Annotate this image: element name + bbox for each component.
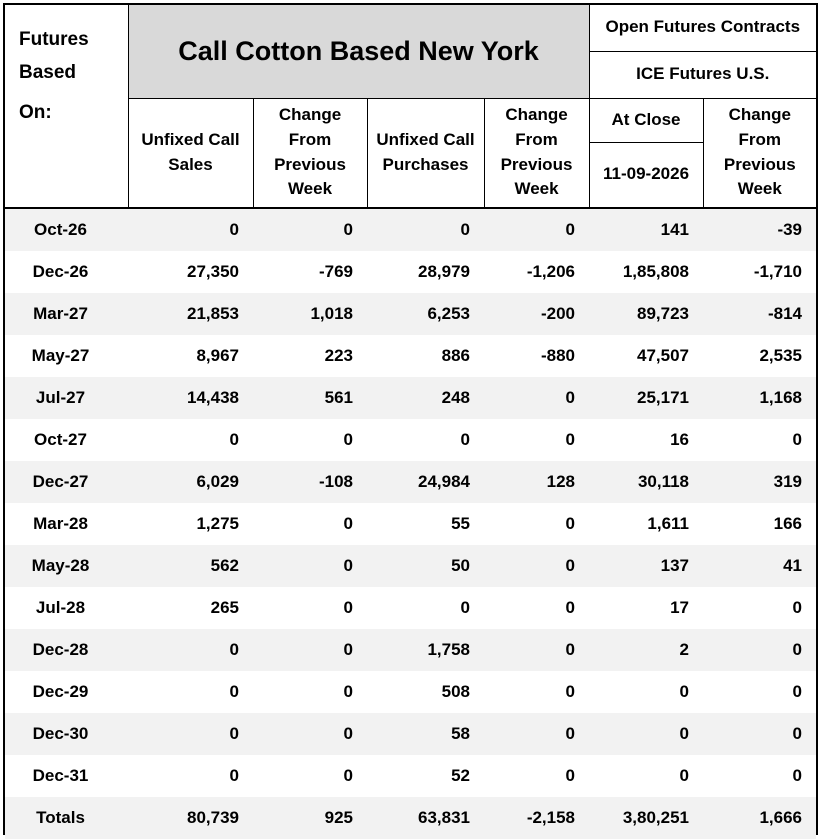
row-value-cell: 0 bbox=[565, 513, 576, 533]
report-table-frame bbox=[3, 3, 818, 835]
row-value-cell: 0 bbox=[343, 513, 353, 533]
table-row bbox=[5, 251, 816, 293]
row-value-cell: 6,253 bbox=[367, 293, 484, 335]
table-row bbox=[5, 671, 816, 713]
row-value-cell: 25,171 bbox=[589, 377, 703, 419]
row-value-cell: 80,739 bbox=[128, 797, 253, 839]
row-value-cell: -1,710 bbox=[753, 261, 803, 281]
row-value-cell: 0 bbox=[343, 765, 353, 785]
row-value-cell: 2,535 bbox=[759, 345, 803, 365]
row-value-cell: -1,206 bbox=[526, 261, 576, 281]
open-futures-header: Open Futures Contracts bbox=[589, 5, 816, 51]
table-row bbox=[5, 713, 816, 755]
exchange-header: ICE Futures U.S. bbox=[589, 51, 816, 98]
row-value-cell: 0 bbox=[484, 377, 589, 419]
table-row bbox=[5, 755, 816, 797]
row-value-cell: 30,118 bbox=[589, 461, 703, 503]
row-value-cell: -39 bbox=[703, 208, 816, 251]
row-value-cell: 6,029 bbox=[128, 461, 253, 503]
change-from-previous-week-purchases-header: Change From Previous Week bbox=[484, 98, 589, 208]
table-row bbox=[5, 545, 816, 587]
row-value-cell: 248 bbox=[367, 377, 484, 419]
row-value-cell: -108 bbox=[253, 461, 367, 503]
row-value-cell: 886 bbox=[441, 345, 470, 365]
row-value-cell: 0 bbox=[589, 713, 703, 755]
row-value-cell: 0 bbox=[253, 713, 367, 755]
row-value-cell: 24,984 bbox=[367, 461, 484, 503]
row-value-cell: 1,018 bbox=[253, 293, 367, 335]
row-value-cell: 0 bbox=[565, 681, 576, 701]
row-value-cell: 17 bbox=[670, 597, 690, 617]
row-value-cell: 166 bbox=[773, 513, 803, 533]
row-value-cell: 0 bbox=[484, 629, 589, 671]
row-value-cell: 0 bbox=[128, 208, 253, 251]
table-row bbox=[5, 208, 816, 251]
row-month-cell: Dec-26 bbox=[32, 261, 89, 281]
row-value-cell: 0 bbox=[792, 429, 803, 449]
row-value-cell: 0 bbox=[229, 765, 239, 785]
row-value-cell: 0 bbox=[484, 208, 589, 251]
row-value-cell: -2,158 bbox=[484, 797, 589, 839]
row-value-cell: 14,438 bbox=[128, 377, 253, 419]
table-row bbox=[5, 503, 816, 545]
row-month-cell: Dec-29 bbox=[32, 681, 89, 701]
table-row bbox=[5, 461, 816, 503]
row-value-cell: 0 bbox=[343, 597, 353, 617]
row-month-cell: Oct-26 bbox=[5, 208, 128, 251]
row-value-cell: 16 bbox=[670, 429, 690, 449]
row-value-cell: 0 bbox=[128, 713, 253, 755]
row-value-cell: 0 bbox=[792, 681, 803, 701]
row-month-cell: Totals bbox=[5, 797, 128, 839]
row-value-cell: 0 bbox=[460, 597, 470, 617]
row-value-cell: 3,80,251 bbox=[589, 797, 703, 839]
table-row bbox=[5, 419, 816, 461]
row-value-cell: 0 bbox=[484, 713, 589, 755]
row-value-cell: 137 bbox=[589, 545, 703, 587]
row-value-cell: 561 bbox=[253, 377, 367, 419]
row-value-cell: 50 bbox=[367, 545, 484, 587]
unfixed-call-sales-header: Unfixed Call Sales bbox=[128, 98, 253, 208]
row-value-cell: 1,168 bbox=[703, 377, 816, 419]
table-row bbox=[5, 587, 816, 629]
call-cotton-table bbox=[5, 5, 816, 839]
row-value-cell: 1,85,808 bbox=[622, 261, 690, 281]
table-row bbox=[5, 377, 816, 419]
row-month-cell: Dec-31 bbox=[32, 765, 89, 785]
table-row bbox=[5, 629, 816, 671]
row-value-cell: 0 bbox=[253, 545, 367, 587]
row-value-cell: -814 bbox=[703, 293, 816, 335]
row-value-cell: 1,666 bbox=[703, 797, 816, 839]
row-value-cell: 0 bbox=[679, 681, 690, 701]
row-value-cell: 27,350 bbox=[187, 261, 239, 281]
table-body bbox=[5, 208, 816, 839]
row-value-cell: 1,275 bbox=[196, 513, 239, 533]
row-value-cell: 141 bbox=[589, 208, 703, 251]
row-value-cell: 1,758 bbox=[367, 629, 484, 671]
row-value-cell: 0 bbox=[703, 713, 816, 755]
row-month-cell: May-28 bbox=[5, 545, 128, 587]
row-value-cell: 0 bbox=[792, 597, 803, 617]
row-value-cell: 0 bbox=[343, 429, 353, 449]
row-value-cell: 319 bbox=[703, 461, 816, 503]
row-value-cell: 47,507 bbox=[637, 345, 690, 365]
page-title: Call Cotton Based New York bbox=[128, 5, 589, 98]
row-value-cell: 0 bbox=[565, 429, 576, 449]
row-value-cell: 128 bbox=[484, 461, 589, 503]
row-value-cell: 0 bbox=[367, 208, 484, 251]
row-value-cell: 8,967 bbox=[196, 345, 239, 365]
table-row bbox=[5, 335, 816, 377]
row-value-cell: -769 bbox=[318, 261, 353, 281]
row-month-cell: Mar-27 bbox=[5, 293, 128, 335]
row-value-cell: 0 bbox=[565, 765, 576, 785]
row-value-cell: 562 bbox=[128, 545, 253, 587]
change-from-previous-week-oi-header: Change From Previous Week bbox=[703, 98, 816, 208]
row-month-cell: Dec-27 bbox=[5, 461, 128, 503]
row-value-cell: 223 bbox=[324, 345, 353, 365]
row-value-cell: 0 bbox=[792, 765, 803, 785]
table-row bbox=[5, 293, 816, 335]
row-value-cell: 0 bbox=[460, 429, 470, 449]
futures-based-on-header: Futures Based On: bbox=[5, 5, 128, 208]
row-value-cell: 265 bbox=[210, 597, 239, 617]
row-value-cell: -200 bbox=[484, 293, 589, 335]
row-value-cell: 2 bbox=[589, 629, 703, 671]
row-value-cell: 0 bbox=[229, 429, 239, 449]
row-month-cell: Oct-27 bbox=[34, 429, 87, 449]
row-value-cell: 89,723 bbox=[589, 293, 703, 335]
row-value-cell: 0 bbox=[253, 208, 367, 251]
row-value-cell: 28,979 bbox=[418, 261, 470, 281]
row-value-cell: 0 bbox=[343, 681, 353, 701]
row-value-cell: 0 bbox=[484, 545, 589, 587]
row-value-cell: 1,611 bbox=[647, 513, 690, 533]
at-close-header: At Close bbox=[589, 98, 703, 142]
row-value-cell: 52 bbox=[451, 765, 470, 785]
row-month-cell: Jul-27 bbox=[5, 377, 128, 419]
unfixed-call-purchases-header: Unfixed Call Purchases bbox=[367, 98, 484, 208]
row-value-cell: 0 bbox=[253, 629, 367, 671]
row-value-cell: 55 bbox=[451, 513, 470, 533]
row-value-cell: 0 bbox=[679, 765, 690, 785]
row-month-cell: Dec-30 bbox=[5, 713, 128, 755]
row-value-cell: 41 bbox=[703, 545, 816, 587]
row-value-cell: 21,853 bbox=[128, 293, 253, 335]
change-from-previous-week-sales-header: Change From Previous Week bbox=[253, 98, 367, 208]
row-value-cell: 0 bbox=[229, 681, 239, 701]
row-value-cell: 0 bbox=[128, 629, 253, 671]
row-value-cell: -880 bbox=[540, 345, 576, 365]
row-month-cell: Dec-28 bbox=[5, 629, 128, 671]
row-value-cell: 925 bbox=[253, 797, 367, 839]
row-month-cell: Mar-28 bbox=[33, 513, 88, 533]
row-value-cell: 63,831 bbox=[367, 797, 484, 839]
totals-row bbox=[5, 797, 816, 839]
row-month-cell: May-27 bbox=[31, 345, 90, 365]
date-header: 11-09-2026 bbox=[589, 142, 703, 208]
row-month-cell: Jul-28 bbox=[35, 597, 86, 617]
row-value-cell: 58 bbox=[367, 713, 484, 755]
row-value-cell: 508 bbox=[441, 681, 470, 701]
row-value-cell: 0 bbox=[703, 629, 816, 671]
row-value-cell: 0 bbox=[565, 597, 576, 617]
